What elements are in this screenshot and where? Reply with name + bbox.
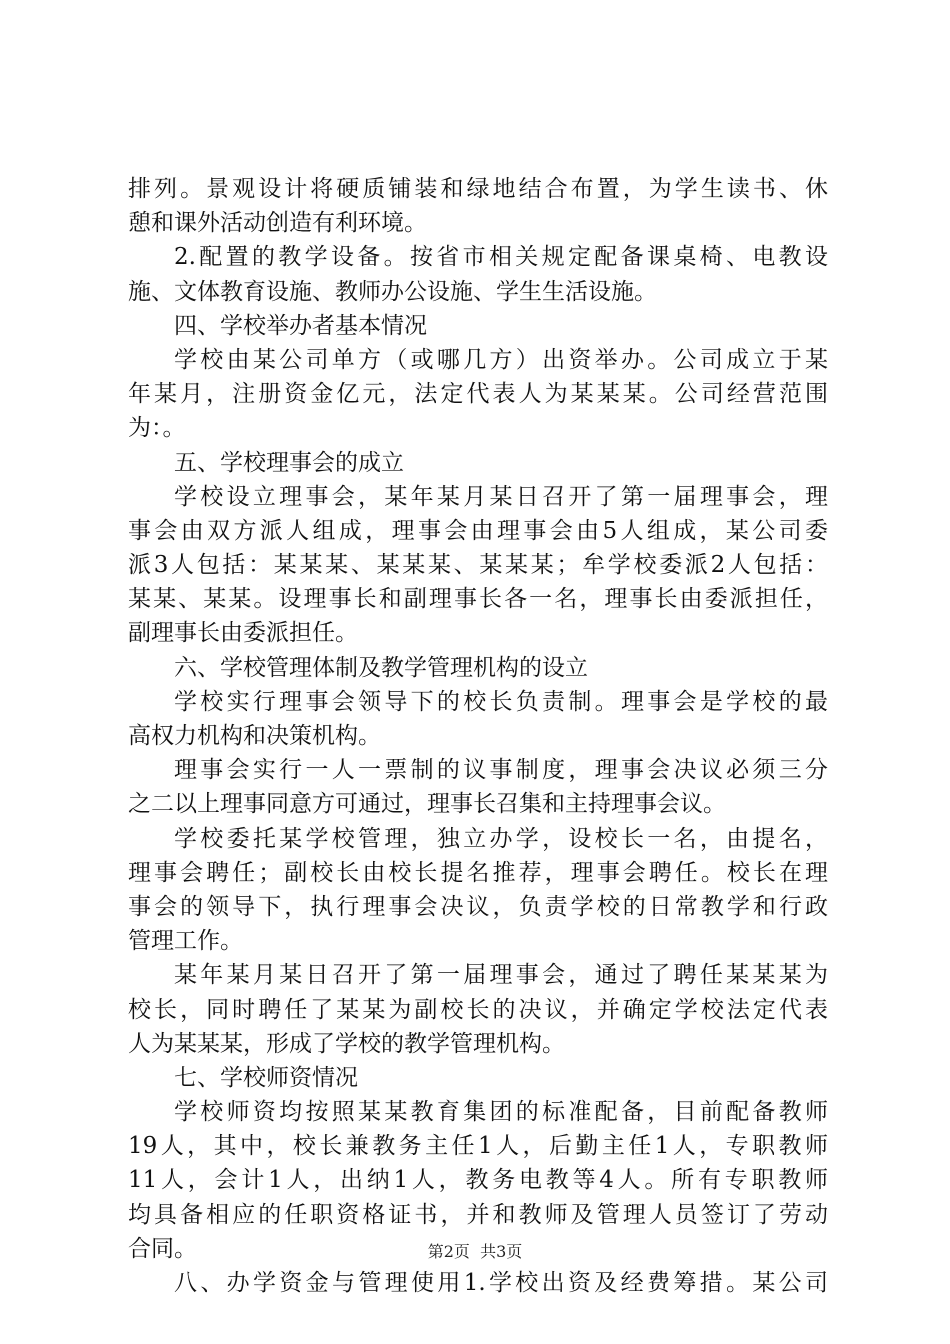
text-line: 年某月，注册资金亿元，法定代表人为某某某。公司经营范围 xyxy=(128,381,828,408)
text-line: 憩和课外活动创造有利环境。 xyxy=(128,210,427,237)
text-line: 学校师资均按照某某教育集团的标准配备，目前配备教师 xyxy=(174,1099,828,1126)
text-line: 事会由双方派人组成，理事会由理事会由5人组成，某公司委 xyxy=(128,517,828,544)
text-line: 副理事长由委派担任。 xyxy=(128,620,358,647)
document-body xyxy=(128,172,828,1300)
section-heading: 六、学校管理体制及教学管理机构的设立 xyxy=(174,654,588,681)
text-line: 均具备相应的任职资格证书，并和教师及管理人员签订了劳动 xyxy=(128,1201,828,1228)
text-line: 管理工作。 xyxy=(128,928,243,955)
text-line: 八、办学资金与管理使用1.学校出资及经费筹措。某公司 xyxy=(174,1270,828,1296)
section-heading: 四、学校举办者基本情况 xyxy=(174,312,427,339)
text-line: 学校委托某学校管理，独立办学，设校长一名，由提名， xyxy=(174,825,828,852)
text-line: 排列。景观设计将硬质铺装和绿地结合布置，为学生读书、休 xyxy=(128,176,828,202)
text-line: 合同。 xyxy=(128,1235,197,1262)
text-line: 学校设立理事会，某年某月某日召开了第一届理事会，理 xyxy=(174,483,828,510)
text-line: 学校由某公司单方（或哪几方）出资举办。公司成立于某 xyxy=(174,346,828,373)
text-line: 之二以上理事同意方可通过，理事长召集和主持理事会议。 xyxy=(128,791,726,818)
page-footer: 第2页 共3页 xyxy=(427,1242,523,1261)
text-line: 人为某某某，形成了学校的教学管理机构。 xyxy=(128,1030,565,1057)
text-line: 学校实行理事会领导下的校长负责制。理事会是学校的最 xyxy=(174,688,828,715)
text-line: 派3人包括：某某某、某某某、某某某；牟学校委派2人包括： xyxy=(128,552,828,579)
text-line: 理事会聘任；副校长由校长提名推荐，理事会聘任。校长在理 xyxy=(128,859,828,886)
text-line: 为：。 xyxy=(128,415,186,442)
text-line: 11人，会计1人，出纳1人，教务电教等4人。所有专职教师 xyxy=(128,1167,828,1194)
text-line: 施、文体教育设施、教师办公设施、学生生活设施。 xyxy=(128,278,657,305)
section-heading: 七、学校师资情况 xyxy=(174,1064,358,1091)
text-line: 19人，其中，校长兼教务主任1人，后勤主任1人，专职教师 xyxy=(128,1133,828,1160)
section-heading: 五、学校理事会的成立 xyxy=(174,449,404,476)
text-line: 理事会实行一人一票制的议事制度，理事会决议必须三分 xyxy=(174,757,828,784)
text-line: 高权力机构和决策机构。 xyxy=(128,723,381,749)
text-line: 某年某月某日召开了第一届理事会，通过了聘任某某某为 xyxy=(174,962,828,989)
text-line: 某某、某某。设理事长和副理事长各一名，理事长由委派担任， xyxy=(128,586,828,613)
text-line: 校长，同时聘任了某某为副校长的决议，并确定学校法定代表 xyxy=(128,996,828,1023)
text-line: 事会的领导下，执行理事会决议，负责学校的日常教学和行政 xyxy=(128,893,828,920)
text-line: 2.配置的教学设备。按省市相关规定配备课桌椅、电教设 xyxy=(174,244,828,271)
